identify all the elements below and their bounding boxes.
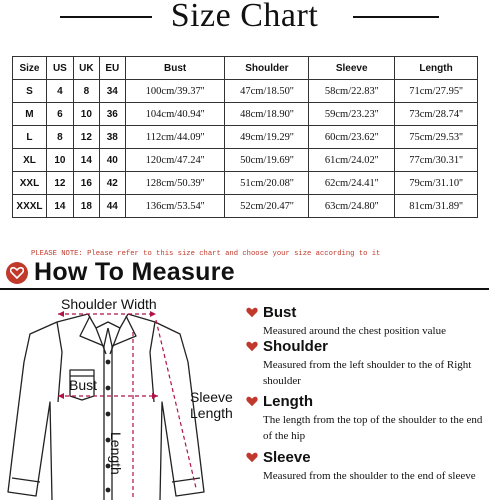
col-header: Shoulder	[225, 57, 309, 80]
definition-description: Measured around the chest position value	[263, 325, 446, 337]
table-cell: 4	[46, 80, 73, 103]
table-cell: 8	[73, 80, 99, 103]
table-cell: 100cm/39.37''	[125, 80, 225, 103]
table-cell: 79cm/31.10''	[395, 172, 478, 195]
heart-icon	[246, 396, 258, 407]
body-length-label: Length	[108, 432, 124, 475]
definition-description: Measured from the shoulder to the end of sleeve	[263, 470, 476, 482]
table-cell: 73cm/28.74''	[395, 103, 478, 126]
table-cell: 14	[73, 149, 99, 172]
heart-icon	[246, 307, 258, 318]
definition-description: The length from the top of the shoulder to the end of the hip	[263, 414, 483, 442]
title-rule-right	[353, 16, 439, 18]
definition-name: Shoulder	[263, 338, 329, 355]
table-cell: 16	[73, 172, 99, 195]
table-cell: 104cm/40.94''	[125, 103, 225, 126]
col-header: UK	[73, 57, 99, 80]
how-to-measure-heading	[4, 258, 484, 290]
table-cell: S	[13, 80, 47, 103]
table-header-row	[13, 57, 478, 80]
table-cell: 47cm/18.50''	[225, 80, 309, 103]
definition-name: Length	[263, 393, 313, 410]
table-cell: 34	[99, 80, 125, 103]
table-cell: 10	[73, 103, 99, 126]
sleeve-label: Sleeve	[190, 389, 233, 405]
size-table	[12, 56, 478, 218]
table-cell: 75cm/29.53''	[395, 126, 478, 149]
definition-description: Measured from the left shoulder to the of Right shoulder	[263, 359, 472, 387]
table-cell: 71cm/27.95''	[395, 80, 478, 103]
how-to-measure-title: How To Measure	[34, 258, 235, 286]
table-cell: 120cm/47.24''	[125, 149, 225, 172]
definition-name: Bust	[263, 304, 297, 321]
table-cell: 77cm/30.31''	[395, 149, 478, 172]
table-cell: 40	[99, 149, 125, 172]
table-cell: 14	[46, 195, 73, 218]
table-cell: 136cm/53.54''	[125, 195, 225, 218]
col-header: EU	[99, 57, 125, 80]
table-row	[13, 126, 478, 149]
table-row	[13, 195, 478, 218]
table-cell: 48cm/18.90''	[225, 103, 309, 126]
table-cell: 12	[46, 172, 73, 195]
table-cell: 44	[99, 195, 125, 218]
table-cell: 59cm/23.23''	[309, 103, 395, 126]
size-chart-header	[0, 0, 489, 40]
table-cell: 38	[99, 126, 125, 149]
table-row	[13, 103, 478, 126]
heading-rule	[0, 288, 489, 290]
sleeve-length-label: Length	[190, 405, 233, 421]
table-row	[13, 172, 478, 195]
table-cell: L	[13, 126, 47, 149]
table-cell: 52cm/20.47''	[225, 195, 309, 218]
heart-icon	[246, 341, 258, 352]
table-cell: 36	[99, 103, 125, 126]
shoulder-width-label: Shoulder Width	[61, 296, 157, 312]
table-cell: 61cm/24.02''	[309, 149, 395, 172]
shirt-diagram	[0, 292, 240, 500]
table-cell: 62cm/24.41''	[309, 172, 395, 195]
table-cell: 63cm/24.80''	[309, 195, 395, 218]
col-header: Length	[395, 57, 478, 80]
table-cell: 128cm/50.39''	[125, 172, 225, 195]
table-cell: 81cm/31.89''	[395, 195, 478, 218]
table-cell: 51cm/20.08''	[225, 172, 309, 195]
size-note: PLEASE NOTE: Please refer to this size chart and choose your size according to it	[31, 250, 381, 258]
table-cell: 58cm/22.83''	[309, 80, 395, 103]
table-cell: 10	[46, 149, 73, 172]
table-cell: 8	[46, 126, 73, 149]
table-cell: XXXL	[13, 195, 47, 218]
table-cell: 112cm/44.09''	[125, 126, 225, 149]
col-header: Sleeve	[309, 57, 395, 80]
table-cell: 18	[73, 195, 99, 218]
table-cell: XL	[13, 149, 47, 172]
col-header: Size	[13, 57, 47, 80]
col-header: US	[46, 57, 73, 80]
heart-icon	[246, 452, 258, 463]
table-cell: 12	[73, 126, 99, 149]
page-title: Size Chart	[170, 0, 319, 34]
table-cell: 42	[99, 172, 125, 195]
table-cell: 60cm/23.62''	[309, 126, 395, 149]
table-cell: 6	[46, 103, 73, 126]
table-cell: XXL	[13, 172, 47, 195]
definition-name: Sleeve	[263, 449, 311, 466]
col-header: Bust	[125, 57, 225, 80]
heart-badge-icon	[6, 262, 28, 284]
table-cell: 49cm/19.29''	[225, 126, 309, 149]
table-row	[13, 80, 478, 103]
table-cell: M	[13, 103, 47, 126]
bust-label: Bust	[69, 377, 98, 393]
table-cell: 50cm/19.69''	[225, 149, 309, 172]
table-row	[13, 149, 478, 172]
